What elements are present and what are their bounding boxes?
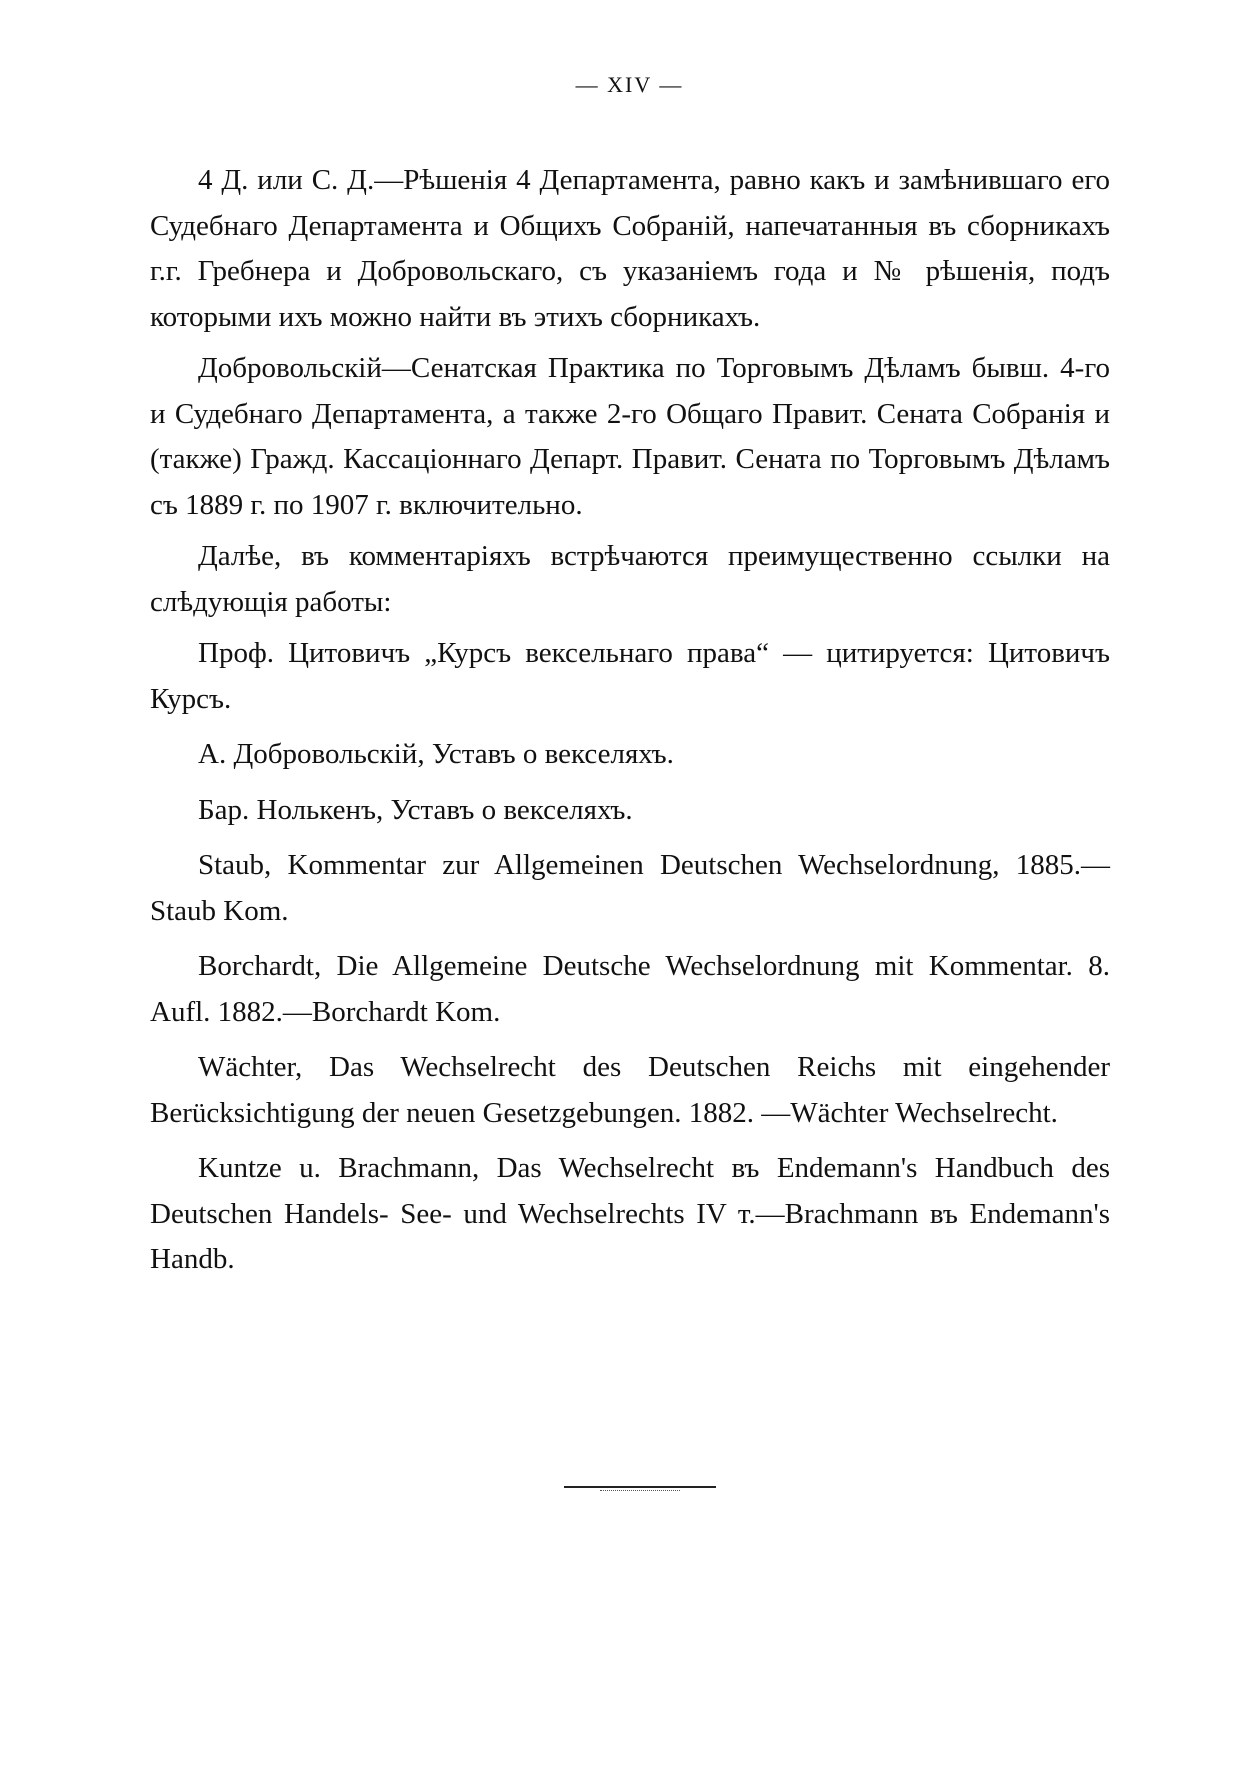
body-text <box>150 158 1110 1293</box>
page-number: — XIV — <box>575 72 684 97</box>
reference-staub: Staub, Kommentar zur Allgemeinen Deutschen Wechselordnung, 1885.—Staub Kom. <box>150 849 1110 927</box>
abbreviation-paragraph-4d: 4 Д. или С. Д.—Рѣшенія 4 Департамента, равно какъ и замѣнившаго его Судебнаго Департамента и Общихъ Собраній, напечатанныя въ сборникахъ г.г. Гребнера и Добровольскаго, съ указаніемъ года и № рѣшенія, подъ которыми ихъ можно найти въ этихъ сборникахъ. <box>150 164 1110 333</box>
reference-kuntze-brachmann: Kuntze u. Brachmann, Das Wechselrecht въ Endemann's Handbuch des Deutschen Handels- See- und Wechselrechts IV т.—Brachmann въ Endemann's Handb. <box>150 1152 1110 1275</box>
reference-waechter: Wächter, Das Wechselrecht des Deutschen Reichs mit eingehender Berücksichtigung der neuen Gesetzgebungen. 1882. —Wächter Wechselrecht. <box>150 1051 1110 1129</box>
references-intro-paragraph: Далѣе, въ комментаріяхъ встрѣчаются преимущественно ссылки на слѣдующія работы: <box>150 540 1110 618</box>
reference-borchardt: Borchardt, Die Allgemeine Deutsche Wechselordnung mit Kommentar. 8. Aufl. 1882.—Borchardt Kom. <box>150 950 1110 1028</box>
reference-tsitovich: Проф. Цитовичъ „Курсъ вексельнаго права“ — цитируется: Цитовичъ Курсъ. <box>150 637 1110 715</box>
reference-dobrovolsky-ustav: А. Добровольскій, Уставъ о векселяхъ. <box>198 738 674 770</box>
reference-nolken: Бар. Нолькенъ, Уставъ о векселяхъ. <box>198 793 633 826</box>
end-divider-dots <box>600 1490 680 1491</box>
abbreviation-paragraph-dobrovolsky: Добровольскій—Сенатская Практика по Торговымъ Дѣламъ бывш. 4-го и Судебнаго Департамента, а также 2-го Общаго Правит. Сената Собранія и (также) Гражд. Кассаціоннаго Департ. Правит. Сената по Торговымъ Дѣламъ съ 1889 г. по 1907 г. включительно. <box>150 352 1110 521</box>
end-divider <box>564 1486 716 1488</box>
